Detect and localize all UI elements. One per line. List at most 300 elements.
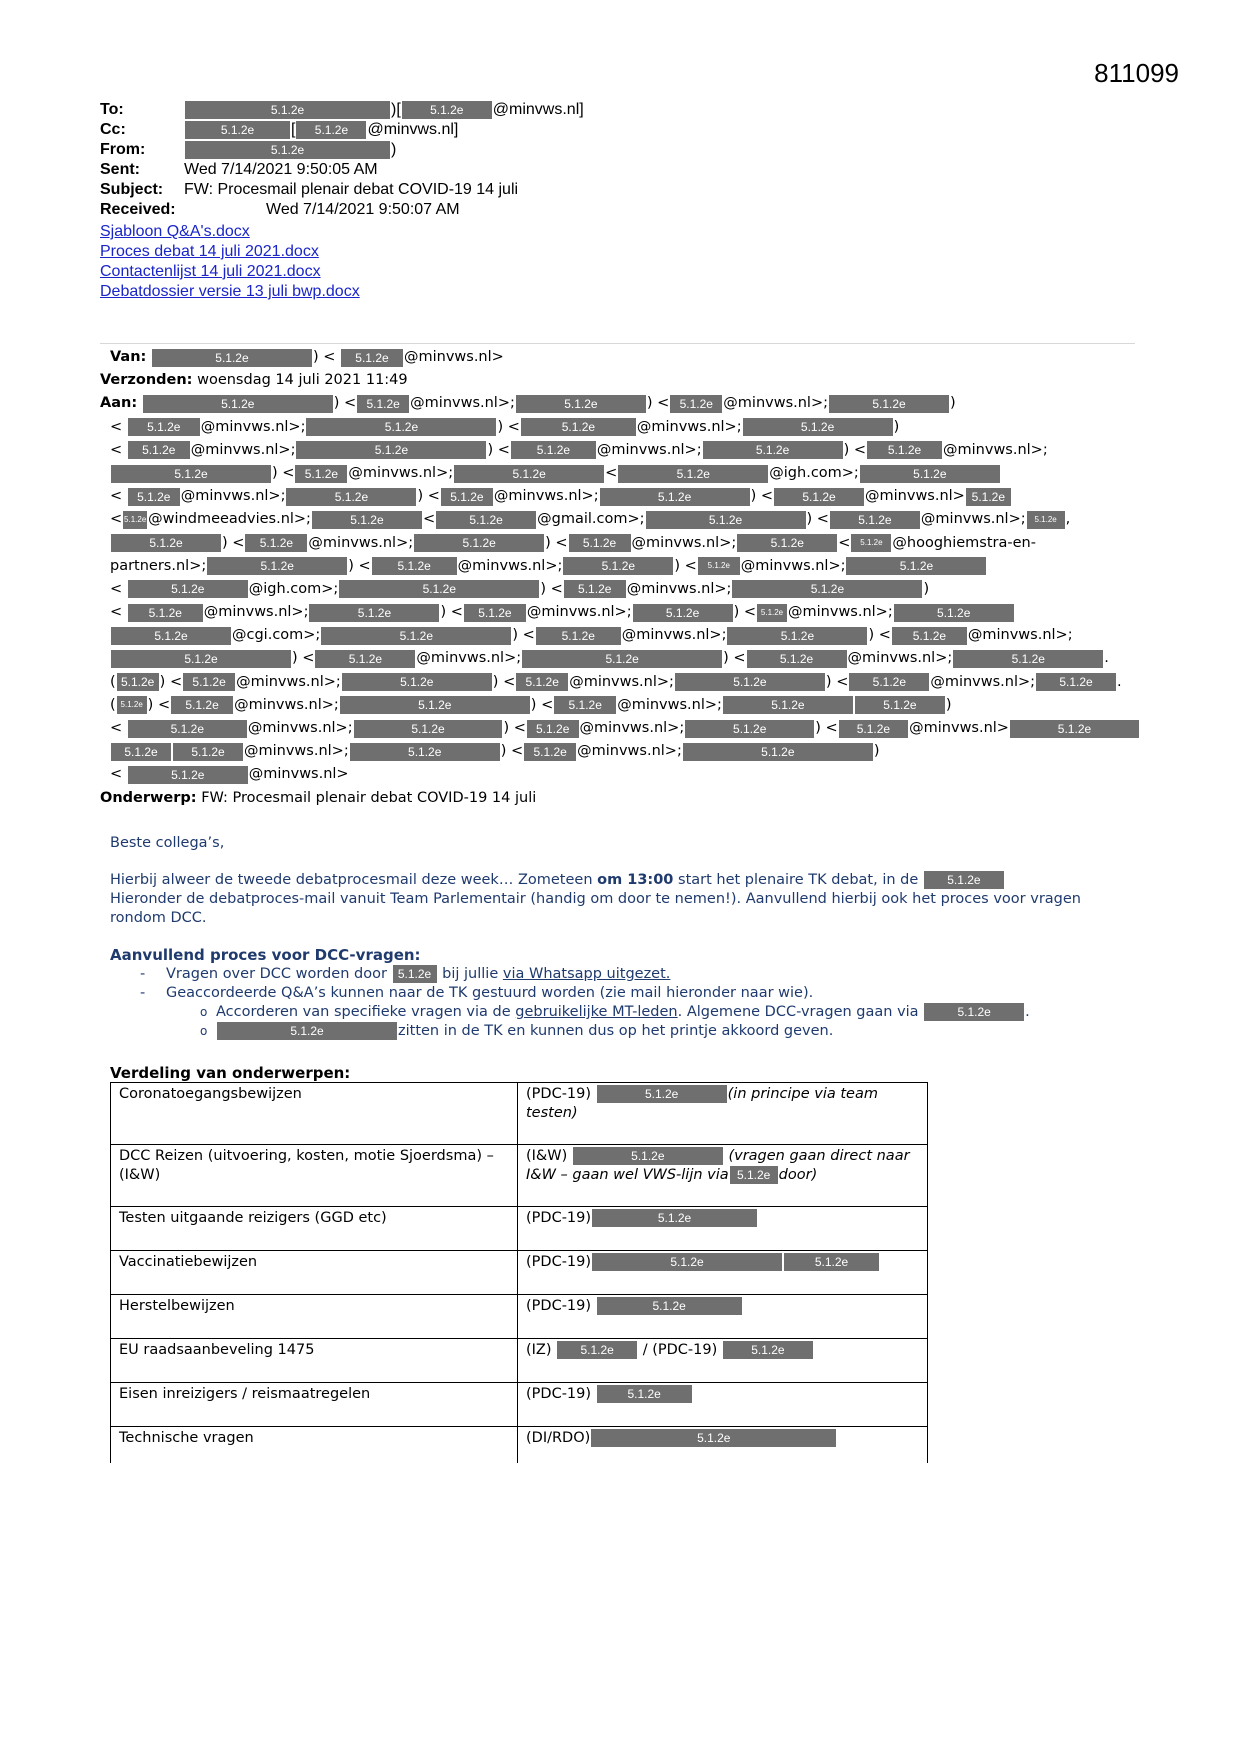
redaction-box: 5.1.2e [464, 604, 526, 622]
cc-label: Cc: [100, 121, 126, 138]
recipient-text: < [110, 766, 127, 783]
redaction-box: 5.1.2e [111, 627, 231, 645]
aan-line [100, 578, 1140, 601]
redaction-box: 5.1.2e [393, 965, 437, 983]
redaction-box: 5.1.2e [685, 720, 814, 738]
team-note: door) [778, 1167, 818, 1183]
recipient-text: @minvws.nl>; [626, 580, 732, 597]
redaction-box: 5.1.2e [723, 1341, 813, 1359]
recipient-text: @minvws.nl>; [457, 557, 563, 574]
subject-row [100, 180, 1140, 200]
recipient-text: @minvws.nl>; [569, 673, 674, 690]
topic-cell: Testen uitgaande reizigers (GGD etc) [111, 1207, 518, 1251]
aan-line [100, 555, 1140, 578]
recipient-text: @minvws.nl> [865, 488, 965, 505]
redaction-box: 5.1.2e [846, 557, 986, 575]
recipient-text: @minvws.nl>; [967, 627, 1073, 644]
recipient-text: @windmeeadvies.nl>; [148, 511, 311, 528]
redaction-box: 5.1.2e [339, 580, 539, 598]
redaction-box: 5.1.2e [698, 557, 740, 575]
aan-line [100, 601, 1140, 624]
topic-cell: Herstelbewijzen [111, 1295, 518, 1339]
team-label: (PDC-19) [526, 1386, 592, 1402]
aan-line [100, 532, 1140, 555]
redaction-box: 5.1.2e [851, 534, 891, 552]
redaction-box: 5.1.2e [342, 673, 492, 691]
redaction-box: 5.1.2e [436, 511, 536, 529]
sent-label: Sent: [100, 161, 140, 178]
intro-time: om 13:00 [597, 872, 674, 888]
redaction-box: 5.1.2e [511, 441, 596, 459]
distribution-table [110, 1082, 928, 1463]
redaction-box: 5.1.2e [521, 418, 636, 436]
van-address-tail: @minvws.nl> [403, 349, 504, 365]
recipient-text: @minvws.nl>; [788, 604, 893, 621]
received-row [100, 200, 1140, 220]
recipient-text: . [1117, 673, 1122, 690]
redaction-box: 5.1.2e [829, 395, 949, 413]
redaction-box: 5.1.2e [597, 1385, 692, 1403]
redaction-box: 5.1.2e [128, 720, 247, 738]
recipient-text: @minvws.nl>; [416, 650, 522, 667]
message-body [110, 834, 1120, 1041]
aan-line [100, 439, 1140, 462]
aan-line [100, 647, 1140, 670]
topic-cell: Technische vragen [111, 1427, 518, 1463]
redaction-box: 5.1.2e [245, 534, 307, 552]
team-label: (I&W) [526, 1148, 568, 1164]
recipient-text: ) < [348, 557, 371, 574]
redaction-box: 5.1.2e [296, 441, 486, 459]
recipient-text: partners.nl>; [110, 557, 207, 574]
recipient-text: ) < [806, 511, 829, 528]
table-row [111, 1083, 928, 1145]
redaction-box: 5.1.2e [185, 101, 390, 119]
redaction-box: 5.1.2e [516, 673, 568, 691]
attachment-link[interactable]: Proces debat 14 juli 2021.docx [100, 243, 319, 260]
list-item [140, 965, 1120, 984]
recipient-text: @minvws.nl>; [636, 418, 742, 435]
topic-cell: DCC Reizen (uitvoering, kosten, motie Sjoerdsma) – (I&W) [111, 1145, 518, 1207]
team-label: / (PDC-19) [642, 1342, 718, 1358]
onderwerp-label: Onderwerp: [100, 789, 197, 806]
recipient-text: @minvws.nl>; [244, 743, 349, 760]
redaction-box: 5.1.2e [372, 557, 457, 575]
aan-line [100, 763, 1140, 786]
recipient-text: ) < [540, 580, 563, 597]
redaction-box: 5.1.2e [683, 743, 873, 761]
redaction-box: 5.1.2e [312, 511, 422, 529]
redaction-box: 5.1.2e [743, 418, 893, 436]
redaction-box: 5.1.2e [924, 1003, 1024, 1021]
redaction-box: 5.1.2e [867, 441, 942, 459]
greeting: Beste collega’s, [110, 835, 225, 851]
table-row [111, 1251, 928, 1295]
redaction-box: 5.1.2e [675, 673, 825, 691]
redaction-box: 5.1.2e [737, 534, 837, 552]
recipient-text: @minvws.nl>; [740, 557, 846, 574]
attachment-link[interactable]: Debatdossier versie 13 juli bwp.docx [100, 283, 360, 300]
recipient-text: < [838, 534, 851, 551]
team-label: (PDC-19) [526, 1086, 592, 1102]
recipient-text: < [110, 488, 127, 505]
list-text: Vragen over DCC worden door [166, 966, 392, 982]
redaction-box: 5.1.2e [295, 465, 347, 483]
recipient-text: @minvws.nl>; [410, 395, 515, 412]
recipient-text: @minvws.nl>; [180, 488, 286, 505]
aan-line [100, 694, 1140, 717]
redaction-box: 5.1.2e [111, 743, 171, 761]
document-number: 811099 [1094, 58, 1179, 88]
recipient-text: ) < [147, 696, 171, 713]
topic-cell: EU raadsaanbeveling 1475 [111, 1339, 518, 1383]
redaction-box: 5.1.2e [340, 696, 530, 714]
recipient-text: @minvws.nl>; [200, 418, 306, 435]
redaction-box: 5.1.2e [341, 349, 403, 367]
team-cell [518, 1083, 928, 1145]
verzonden-value: woensdag 14 juli 2021 11:49 [197, 372, 408, 389]
table-title: Verdeling van onderwerpen: [110, 1064, 351, 1082]
recipient-text: ) < [723, 650, 746, 667]
recipient-text: ) < [417, 488, 440, 505]
aan-line [100, 485, 1140, 508]
recipient-text: ) [893, 418, 900, 435]
recipient-text: < [110, 418, 127, 435]
recipient-text: @minvws.nl>; [920, 511, 1026, 528]
redaction-box: 5.1.2e [207, 557, 347, 575]
recipient-text: @minvws.nl>; [596, 441, 702, 458]
team-cell [518, 1207, 928, 1251]
team-label: (IZ) [526, 1342, 552, 1358]
recipient-text: @minvws.nl> [909, 720, 1009, 736]
received-label: Received: [100, 201, 176, 218]
redaction-box: 5.1.2e [128, 766, 248, 784]
redaction-box: 5.1.2e [152, 349, 312, 367]
recipient-text: ) < [292, 650, 315, 667]
aan-line [100, 671, 1140, 694]
redaction-box: 5.1.2e [321, 627, 511, 645]
recipient-text: ) < [272, 464, 295, 481]
redaction-box: 5.1.2e [646, 511, 806, 529]
recipient-text: ) < [815, 720, 838, 736]
table-row [111, 1383, 928, 1427]
redaction-box: 5.1.2e [784, 1253, 879, 1271]
recipient-text: < [605, 464, 618, 481]
recipient-text: ) < [868, 627, 891, 644]
recipient-text: ) < [222, 534, 245, 551]
recipient-text: @minvws.nl>; [579, 720, 685, 736]
recipient-text: @minvws.nl>; [308, 534, 414, 551]
list-text: bij jullie [437, 966, 503, 982]
attachment-list [100, 222, 1140, 302]
team-label: (PDC-19) [526, 1254, 592, 1270]
recipient-text: < [110, 441, 127, 458]
redaction-box: 5.1.2e [855, 696, 945, 714]
recipient-text: . [1104, 650, 1109, 667]
recipient-text: @minvws.nl>; [617, 696, 722, 713]
recipient-text: @minvws.nl>; [943, 441, 1048, 458]
redaction-box: 5.1.2e [128, 604, 203, 622]
redaction-box: 5.1.2e [554, 696, 616, 714]
redaction-box: 5.1.2e [315, 650, 415, 668]
email-header [100, 100, 1140, 302]
redaction-box: 5.1.2e [730, 1166, 778, 1184]
redaction-box: 5.1.2e [774, 488, 864, 506]
mt-leden-link[interactable]: gebruikelijke MT-leden [515, 1004, 678, 1020]
table-row [111, 1339, 928, 1383]
intro-text: start het plenaire TK debat, in de [673, 872, 919, 888]
topic-cell: Eisen inreizigers / reismaatregelen [111, 1383, 518, 1427]
team-cell [518, 1145, 928, 1207]
redaction-box: 5.1.2e [309, 604, 439, 622]
recipient-text: ) < [530, 696, 554, 713]
redaction-box: 5.1.2e [286, 488, 416, 506]
recipient-text: ) < [500, 743, 524, 760]
cc-address-tail: @minvws.nl] [367, 121, 459, 138]
recipient-text: @minvws.nl>; [348, 464, 454, 481]
cc-row [100, 120, 1140, 140]
aan-line [100, 392, 1140, 415]
recipient-text: @minvws.nl>; [234, 696, 339, 713]
recipient-text: ) < [843, 441, 867, 458]
to-address-tail: @minvws.nl] [492, 101, 584, 118]
from-tail: ) [391, 141, 397, 158]
team-cell [518, 1295, 928, 1339]
redaction-box: 5.1.2e [757, 604, 787, 622]
redaction-box: 5.1.2e [591, 1429, 836, 1447]
team-cell [518, 1339, 928, 1383]
redaction-box: 5.1.2e [1027, 511, 1065, 529]
table-row [111, 1295, 928, 1339]
redaction-box: 5.1.2e [185, 141, 390, 159]
recipient-text: < [110, 580, 127, 597]
recipient-text: @hooghiemstra-en- [892, 534, 1036, 551]
redaction-box: 5.1.2e [524, 743, 576, 761]
aan-line [100, 462, 1140, 485]
redaction-box: 5.1.2e [557, 1341, 637, 1359]
redaction-box: 5.1.2e [354, 720, 503, 738]
redaction-box: 5.1.2e [454, 465, 604, 483]
divider [100, 343, 1135, 344]
recipient-text: ) [873, 743, 880, 760]
list-text: . [1025, 1004, 1030, 1020]
team-label: (DI/RDO) [526, 1430, 591, 1446]
recipient-text: < [110, 604, 127, 621]
sub-list-item [200, 1022, 1120, 1041]
recipient-text: @minvws.nl>; [577, 743, 682, 760]
redaction-box: 5.1.2e [128, 418, 200, 436]
table-row [111, 1427, 928, 1463]
to-separator: )[ [391, 101, 401, 118]
received-value: Wed 7/14/2021 9:50:07 AM [266, 201, 460, 218]
attachment-link[interactable]: Contactenlijst 14 juli 2021.docx [100, 263, 321, 280]
sub-list-item [200, 1003, 1120, 1022]
redaction-box: 5.1.2e [597, 1085, 727, 1103]
redaction-box: 5.1.2e [573, 1147, 723, 1165]
recipient-text: ) < [503, 720, 526, 736]
redaction-box: 5.1.2e [183, 673, 235, 691]
team-cell [518, 1383, 928, 1427]
recipient-text: @igh.com>; [248, 580, 339, 597]
list-text: zitten in de TK en kunnen dus op het printje akkoord geven. [398, 1023, 834, 1039]
team-label: (PDC-19) [526, 1298, 592, 1314]
recipient-text: ) < [646, 395, 670, 412]
recipient-text: @minvws.nl>; [526, 604, 632, 621]
redaction-box: 5.1.2e [217, 1022, 397, 1040]
redaction-box: 5.1.2e [966, 488, 1011, 506]
redaction-box: 5.1.2e [563, 557, 673, 575]
list-item [140, 984, 1120, 1041]
redaction-box: 5.1.2e [123, 511, 147, 529]
recipient-text: @gmail.com>; [537, 511, 645, 528]
redaction-box: 5.1.2e [1036, 673, 1116, 691]
redaction-box: 5.1.2e [723, 696, 853, 714]
dcc-list [110, 965, 1120, 1041]
recipient-text: ) < [497, 418, 520, 435]
onderwerp-value: FW: Procesmail plenair debat COVID-19 14 juli [201, 789, 537, 806]
team-cell [518, 1427, 928, 1463]
to-row [100, 100, 1140, 120]
redaction-box: 5.1.2e [830, 511, 920, 529]
subject-value: FW: Procesmail plenair debat COVID-19 14 juli [184, 181, 519, 198]
redaction-box: 5.1.2e [111, 534, 221, 552]
redaction-box: 5.1.2e [111, 465, 271, 483]
redaction-box: 5.1.2e [703, 441, 843, 459]
recipient-text: @minvws.nl>; [190, 441, 296, 458]
sent-value: Wed 7/14/2021 9:50:05 AM [184, 161, 378, 178]
recipient-text: ) [923, 580, 930, 597]
subject-label: Subject: [100, 181, 164, 198]
redaction-box: 5.1.2e [569, 534, 631, 552]
redaction-box: 5.1.2e [516, 395, 646, 413]
onderwerp-row [100, 787, 1140, 810]
team-cell [518, 1251, 928, 1295]
recipient-text: @cgi.com>; [232, 627, 321, 644]
redaction-box: 5.1.2e [618, 465, 768, 483]
topic-cell: Vaccinatiebewijzen [111, 1251, 518, 1295]
aan-line [100, 416, 1140, 439]
redaction-box: 5.1.2e [1010, 720, 1139, 738]
recipient-text: ) < [545, 534, 568, 551]
recipient-text: ) < [733, 604, 757, 621]
van-row [100, 346, 1140, 369]
recipient-text: < [110, 511, 123, 528]
redaction-box: 5.1.2e [860, 465, 1000, 483]
redaction-box: 5.1.2e [350, 743, 500, 761]
redaction-box: 5.1.2e [143, 395, 333, 413]
redaction-box: 5.1.2e [171, 696, 233, 714]
whatsapp-link[interactable]: via Whatsapp uitgezet. [502, 966, 671, 982]
recipient-text: @minvws.nl>; [930, 673, 1036, 690]
recipient-text: ( [110, 696, 116, 713]
redaction-box: 5.1.2e [849, 673, 929, 691]
recipient-text: ) < [440, 604, 463, 621]
topic-cell: Coronatoegangsbewijzen [111, 1083, 518, 1145]
redaction-box: 5.1.2e [592, 1253, 782, 1271]
redaction-box: 5.1.2e [117, 673, 159, 691]
redaction-box: 5.1.2e [670, 395, 722, 413]
redaction-box: 5.1.2e [128, 441, 190, 459]
recipient-text: @minvws.nl>; [621, 627, 727, 644]
team-note: (in principe via team testen) [526, 1086, 878, 1121]
redaction-box: 5.1.2e [747, 650, 847, 668]
redaction-box: 5.1.2e [173, 743, 243, 761]
verzonden-row [100, 369, 1140, 392]
redaction-box: 5.1.2e [727, 627, 867, 645]
redaction-box: 5.1.2e [536, 627, 621, 645]
from-label: From: [100, 141, 146, 158]
aan-label: Aan: [100, 395, 138, 412]
attachment-link[interactable]: Sjabloon Q&A's.docx [100, 223, 250, 240]
van-label: Van: [110, 349, 147, 365]
recipient-text: @igh.com>; [769, 464, 859, 481]
redaction-box: 5.1.2e [441, 488, 493, 506]
team-label: (PDC-19) [526, 1210, 592, 1226]
redaction-box: 5.1.2e [732, 580, 922, 598]
list-text: Accorderen van specifieke vragen via de [216, 1004, 516, 1020]
recipient-text: ( [110, 673, 116, 690]
aan-line [100, 740, 1140, 763]
redaction-box: 5.1.2e [924, 871, 1004, 889]
recipient-text: ) < [750, 488, 774, 505]
from-row [100, 140, 1140, 160]
recipient-text: ) < [492, 673, 516, 690]
redaction-box: 5.1.2e [592, 1209, 757, 1227]
redaction-box: 5.1.2e [414, 534, 544, 552]
recipient-text: ) < [674, 557, 697, 574]
sent-row [100, 160, 1140, 180]
list-text: Geaccordeerde Q&A’s kunnen naar de TK gestuurd worden (zie mail hieronder naar wie). [166, 985, 814, 1001]
to-label: To: [100, 101, 124, 118]
redaction-box: 5.1.2e [839, 720, 908, 738]
van-separator: ) < [312, 349, 336, 365]
table-row [111, 1207, 928, 1251]
redaction-box: 5.1.2e [633, 604, 733, 622]
recipient-text: ) < [825, 673, 849, 690]
redaction-box: 5.1.2e [953, 650, 1103, 668]
redaction-box: 5.1.2e [527, 720, 579, 738]
intro-paragraph [110, 871, 1120, 890]
recipient-text: < [422, 511, 436, 528]
recipient-text: < [110, 720, 127, 736]
redaction-box: 5.1.2e [306, 418, 496, 436]
redaction-box: 5.1.2e [564, 580, 626, 598]
recipient-text: @minvws.nl>; [723, 395, 828, 412]
redaction-box: 5.1.2e [357, 395, 409, 413]
forwarded-header [100, 346, 1140, 810]
recipient-text: ) < [487, 441, 510, 458]
aan-line [100, 717, 1140, 740]
redaction-box: 5.1.2e [117, 696, 147, 714]
recipient-text: ) [945, 696, 952, 713]
redaction-box: 5.1.2e [894, 604, 1014, 622]
recipient-text: @minvws.nl>; [203, 604, 309, 621]
redaction-box: 5.1.2e [597, 1297, 742, 1315]
recipient-text: @minvws.nl>; [493, 488, 599, 505]
redaction-box: 5.1.2e [402, 101, 492, 119]
team-note: (vragen gaan direct naar I&W – gaan wel VWS-lijn via [526, 1148, 910, 1183]
redaction-box: 5.1.2e [892, 627, 967, 645]
redaction-box: 5.1.2e [522, 650, 722, 668]
intro-paragraph-2: Hieronder de debatproces-mail vanuit Team Parlementair (handig om door te nemen!). Aanvullend hierbij ook het proces voor vragen rondom DCC. [110, 891, 1081, 926]
intro-text: Hierbij alweer de tweede debatprocesmail deze week… Zometeen [110, 872, 598, 888]
verzonden-label: Verzonden: [100, 372, 193, 389]
aan-recipients [100, 392, 1140, 786]
sub-list [166, 1003, 1120, 1041]
aan-line [100, 624, 1140, 647]
recipient-text: @minvws.nl>; [847, 650, 953, 667]
recipient-text: @minvws.nl>; [631, 534, 737, 551]
